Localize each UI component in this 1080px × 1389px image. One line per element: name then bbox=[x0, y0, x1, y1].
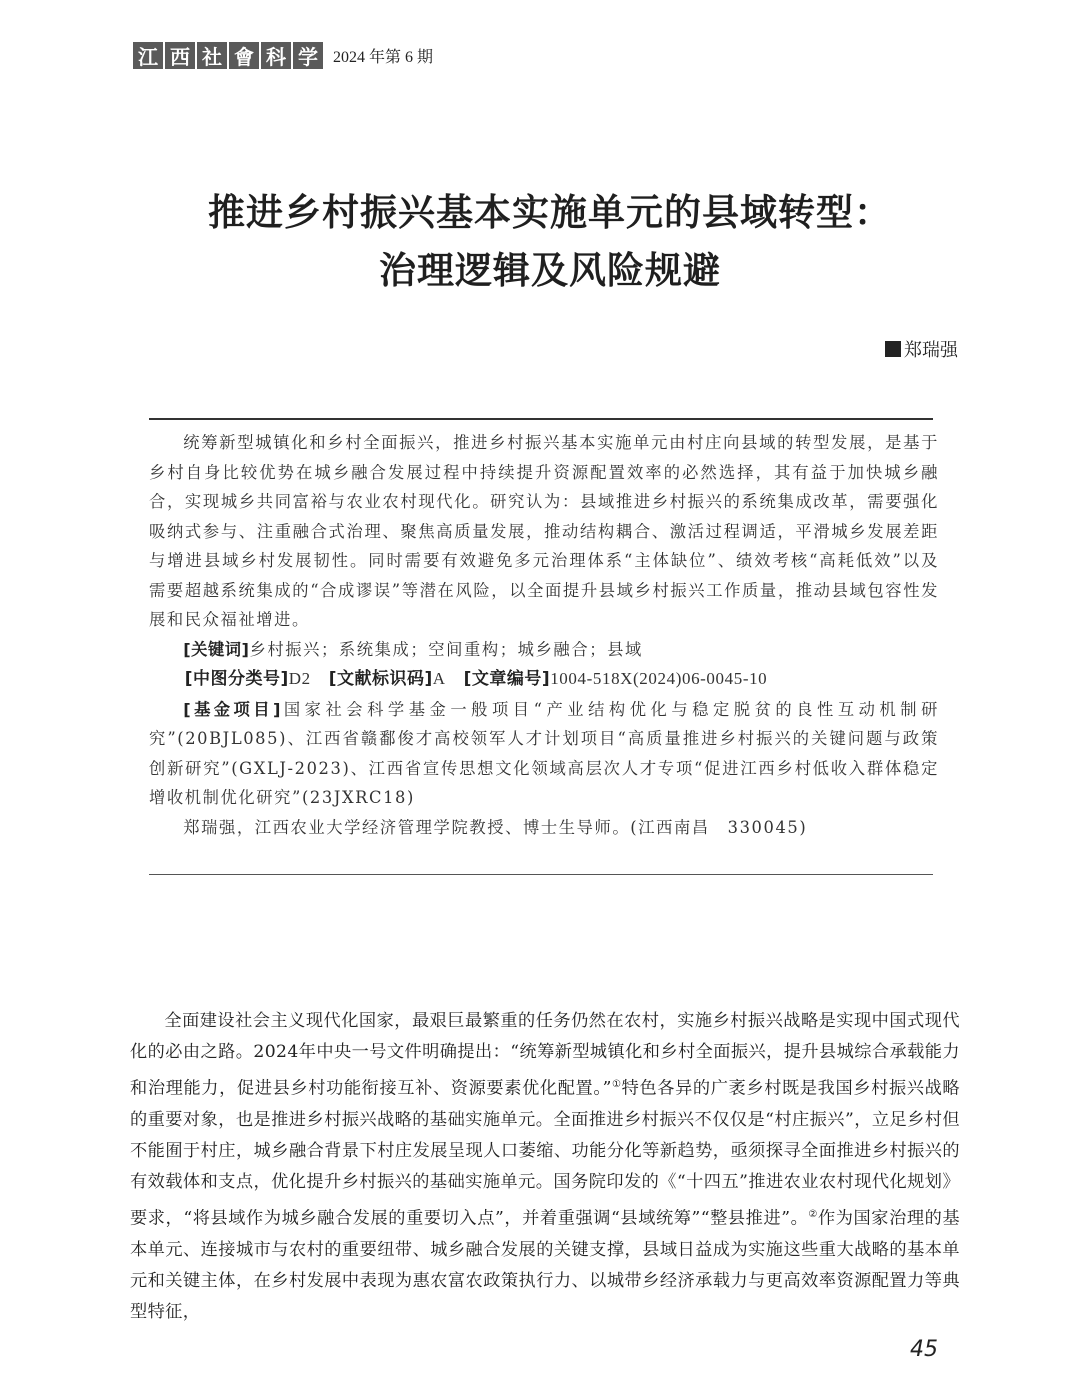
fund-value: 国家社会科学基金一般项目“产业结构优化与稳定脱贫的良性互动机制研究”(20BJL085)、江西省赣鄱俊才高校领军人才计划项目“高质量推进乡村振兴的关键问题与政策创新研究”(GXLJ-2023)、江西省宣传思想文化领域高层次人才专项“促进江西乡村低收入群体稳定增收机制优化研究”(23JXRC18) bbox=[149, 699, 939, 807]
issue-label: 2024 年第 6 期 bbox=[333, 49, 434, 66]
journal-logo-char: 西 bbox=[165, 42, 195, 69]
footnote-ref-2[interactable]: ② bbox=[808, 1208, 818, 1220]
journal-logo-char: 科 bbox=[261, 42, 291, 69]
journal-logo-char: 学 bbox=[293, 42, 323, 69]
doc-code-label: [文献标识码] bbox=[328, 669, 433, 689]
clc-value: D2 bbox=[288, 669, 311, 688]
abstract-bottom-rule bbox=[149, 874, 933, 875]
author-info: 郑瑞强，江西农业大学经济管理学院教授、博士生导师。(江西南昌 330045) bbox=[183, 817, 808, 837]
classification-line bbox=[149, 664, 939, 695]
keywords-value: 乡村振兴；系统集成；空间重构；城乡融合；县域 bbox=[249, 639, 643, 659]
fund-line bbox=[149, 695, 939, 813]
clc-label: [中图分类号] bbox=[184, 669, 289, 689]
keywords-label: [关键词] bbox=[183, 639, 250, 659]
article-no-label: [文章编号] bbox=[463, 669, 551, 689]
doc-code-value: A bbox=[432, 669, 446, 688]
body-text-segment: 作为国家治理的基本单元、连接城市与农村的重要纽带、城乡融合发展的关键支撑，县域日益成为实施这些重大战略的基本单元和关键主体，在乡村发展中表现为惠农富农政策执行力、以城带乡经济承载力与更高效率资源配置力等典型特征， bbox=[130, 1208, 961, 1323]
keywords-line bbox=[149, 635, 939, 665]
article-no-value: 1004-518X(2024)06-0045-10 bbox=[550, 669, 768, 688]
footnote-ref-1[interactable]: ① bbox=[611, 1078, 622, 1090]
journal-logo-char: 社 bbox=[197, 42, 227, 69]
fund-label: [基金项目] bbox=[183, 699, 281, 719]
abstract-top-rule bbox=[149, 418, 933, 420]
body-text-segment: 全面建设社会主义现代化国家，最艰巨最繁重的任务仍然在农村，实施乡村振兴战略是实现中国式现代化的必由之路。2024年中央一号文件明确提出：“统筹新型城镇化和乡村全面振兴，提升县城综合承载能力和治理能力，促进县乡村功能衔接互补、资源要素优化配置。” bbox=[130, 1011, 960, 1099]
journal-logo-char: 江 bbox=[133, 42, 163, 69]
running-header bbox=[133, 42, 433, 69]
author-byline bbox=[885, 336, 958, 362]
abstract-block bbox=[149, 428, 939, 842]
journal-logo-char: 會 bbox=[229, 42, 259, 69]
page-number: 45 bbox=[910, 1337, 938, 1362]
abstract-text: 统筹新型城镇化和乡村全面振兴，推进乡村振兴基本实施单元由村庄向县域的转型发展，是基于乡村自身比较优势在城乡融合发展过程中持续提升资源配置效率的必然选择，其有益于加快城乡融合，实现城乡共同富裕与农业农村现代化。研究认为：县域推进乡村振兴的系统集成改革，需要强化吸纳式参与、注重融合式治理、聚焦高质量发展，推动结构耦合、激活过程调适，平滑城乡发展差距与增进县域乡村发展韧性。同时需要有效避免多元治理体系“主体缺位”、绩效考核“高耗低效”以及需要超越系统集成的“合成谬误”等潜在风险，以全面提升县域乡村振兴工作质量，推动县域包容性发展和民众福祉增进。 bbox=[149, 433, 939, 629]
journal-logo bbox=[133, 42, 323, 69]
body-paragraph bbox=[130, 1006, 960, 1328]
body-text-segment: 特色各异的广袤乡村既是我国乡村振兴战略的重要对象，也是推进乡村振兴战略的基础实施单元。全面推进乡村振兴不仅仅是“村庄振兴”，立足乡村但不能囿于村庄，城乡融合背景下村庄发展呈现人口萎缩、功能分化等新趋势，亟须探寻全面推进乡村振兴的有效载体和支点，优化提升乡村振兴的基础实施单元。国务院印发的《“十四五”推进农业农村现代化规划》要求，“将县域作为城乡融合发展的重要切入点”，并着重强调“县域统筹”“整县推进”。 bbox=[130, 1078, 961, 1229]
square-bullet-icon bbox=[885, 341, 901, 357]
article-title-line-2: 治理逻辑及风险规避 bbox=[379, 249, 721, 292]
body-text bbox=[130, 1006, 960, 1328]
author-name: 郑瑞强 bbox=[904, 340, 958, 361]
article-title-line-1: 推进乡村振兴基本实施单元的县域转型： bbox=[208, 191, 892, 234]
